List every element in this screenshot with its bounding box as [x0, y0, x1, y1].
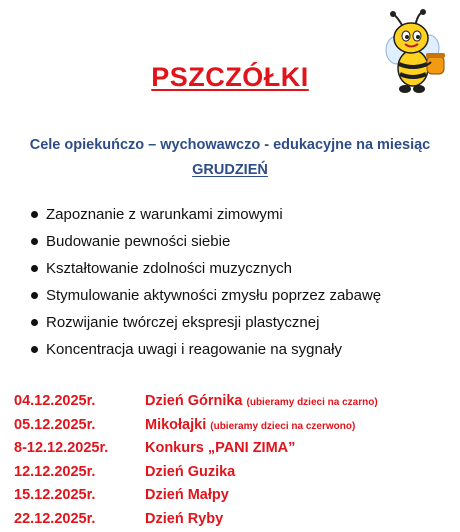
goals-subtitle: Cele opiekuńczo – wychowawczo - edukacyjne na miesiąc [29, 137, 431, 153]
event-name: Dzień Guzika [145, 463, 236, 480]
event-name: Dzień Małpy [145, 487, 229, 504]
bullet-icon [31, 211, 38, 218]
event-name: Konkurs „PANI ZIMA” [145, 440, 296, 457]
goal-text: Stymulowanie aktywności zmysłu poprzez zabawę [46, 287, 382, 304]
event-date: 12.12.2025r. [14, 463, 96, 480]
goal-item [0, 203, 381, 230]
bullet-icon [31, 292, 38, 299]
goal-item [0, 338, 381, 365]
event-name: Dzień Górnika [145, 393, 243, 409]
event-date: 8-12.12.2025r. [14, 440, 109, 457]
event-date: 04.12.2025r. [14, 393, 96, 409]
goal-item [0, 284, 381, 311]
goal-text: Zapoznanie z warunkami zimowymi [46, 206, 283, 223]
month-label: GRUDZIEŃ [192, 162, 268, 178]
goal-text: Koncentracja uwagi i reagowanie na sygnały [46, 341, 343, 358]
goal-text: Rozwijanie twórczej ekspresji plastycznej [46, 314, 320, 331]
bullet-icon [31, 319, 38, 326]
goals-list [0, 203, 381, 365]
event-date: 15.12.2025r. [14, 487, 96, 504]
event-note: (ubieramy dzieci na czarno) [246, 397, 378, 408]
bullet-icon [31, 265, 38, 272]
event-date: 22.12.2025r. [14, 510, 96, 527]
event-name: Dzień Ryby [145, 510, 224, 527]
goal-item [0, 257, 381, 284]
bullet-icon [31, 238, 38, 245]
goal-item [0, 230, 381, 257]
goal-text: Kształtowanie zdolności muzycznych [46, 260, 292, 277]
event-date: 05.12.2025r. [14, 416, 96, 433]
goal-text: Budowanie pewności siebie [46, 233, 231, 250]
goal-item [0, 311, 381, 338]
page-title: PSZCZÓŁKI [151, 62, 309, 92]
event-name: Mikołajki [145, 416, 207, 433]
bullet-icon [31, 346, 38, 353]
event-note: (ubieramy dzieci na czerwono) [210, 420, 356, 432]
